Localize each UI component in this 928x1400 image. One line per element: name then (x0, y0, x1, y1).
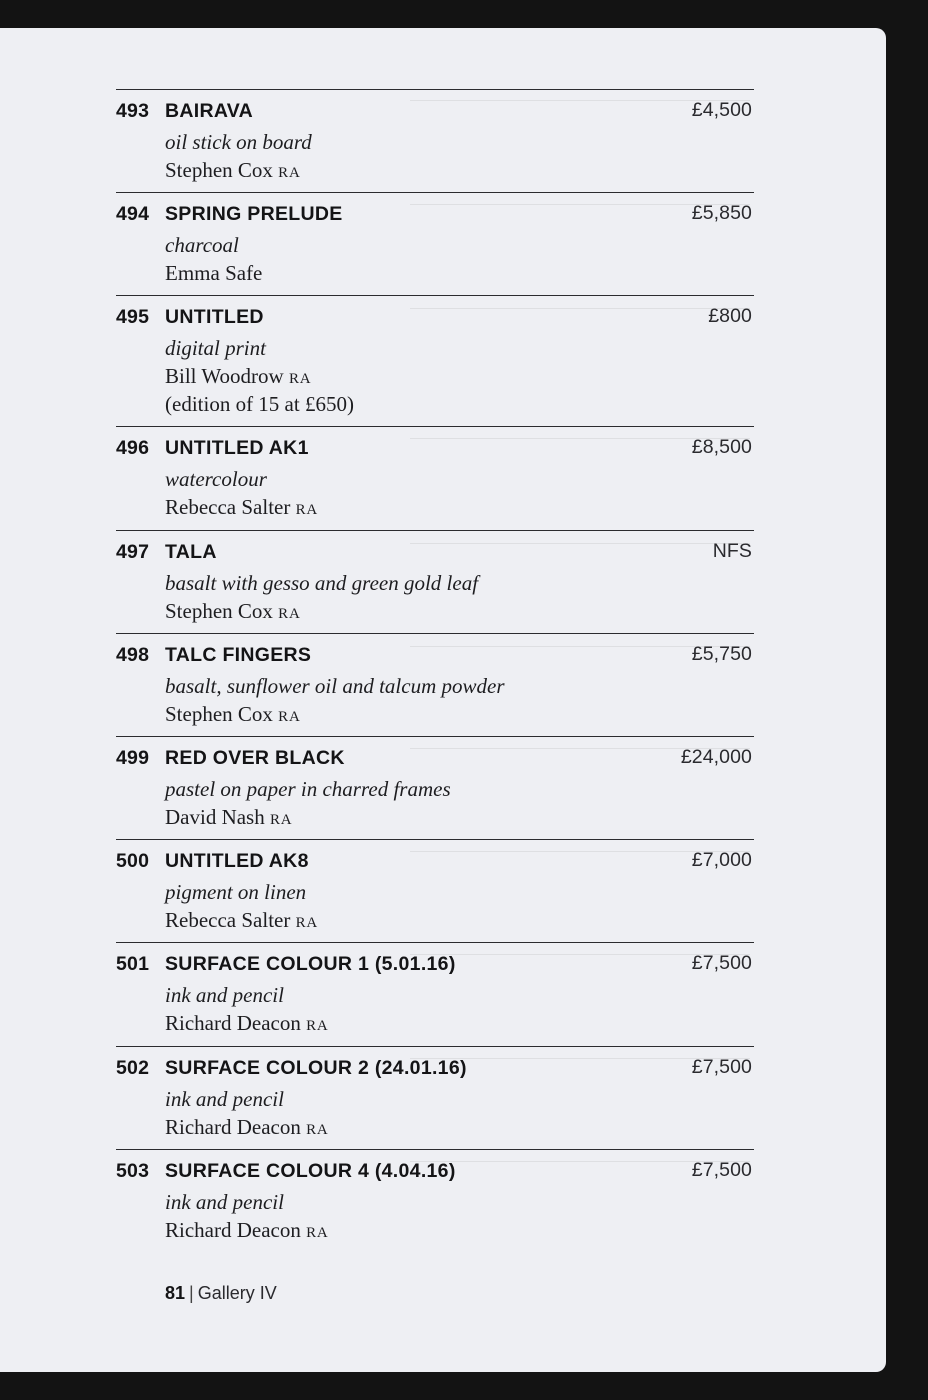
artist-name: Rebecca Salter (165, 908, 291, 932)
catalogue-entry (116, 942, 754, 1047)
entry-artist (165, 599, 301, 624)
entry-artist (165, 702, 301, 727)
catalogue-page (0, 28, 886, 1372)
entry-price: £7,500 (691, 952, 752, 974)
catalogue-entry (116, 1046, 754, 1150)
entry-number: 494 (116, 203, 150, 225)
catalogue-entry (116, 530, 754, 634)
artist-honour: RA (288, 371, 312, 387)
artist-honour: RA (306, 1225, 329, 1241)
entry-title: TALC FINGERS (165, 644, 312, 666)
entry-medium: pigment on linen (165, 880, 307, 904)
entry-medium: digital print (165, 336, 266, 360)
entry-number: 500 (116, 850, 150, 872)
artist-name: Emma Safe (165, 261, 263, 285)
entry-number: 499 (116, 747, 150, 769)
entry-title: RED OVER BLACK (165, 747, 345, 769)
entry-medium: charcoal (165, 233, 239, 257)
entry-medium: ink and pencil (165, 1087, 284, 1111)
artist-honour: RA (295, 915, 319, 931)
artist-honour: RA (278, 165, 301, 181)
entry-medium: ink and pencil (165, 1190, 284, 1214)
entry-title: SURFACE COLOUR 1 (5.01.16) (165, 953, 456, 975)
artist-name: Stephen Cox (165, 702, 273, 726)
entry-number: 502 (116, 1057, 150, 1079)
entry-artist (165, 908, 318, 933)
entry-artist (165, 158, 301, 183)
entry-number: 495 (116, 306, 150, 328)
entry-artist (165, 364, 311, 389)
catalogue-entry (116, 295, 754, 427)
entry-medium: basalt, sunflower oil and talcum powder (165, 674, 505, 698)
entry-medium: ink and pencil (165, 983, 284, 1007)
catalogue-entry (116, 192, 754, 296)
catalogue-entry (116, 633, 754, 737)
entry-artist (165, 495, 318, 520)
entry-price: £8,500 (691, 436, 752, 458)
artist-name: Stephen Cox (165, 599, 273, 623)
entry-price: £7,000 (691, 849, 752, 871)
artist-name: Stephen Cox (165, 158, 273, 182)
entry-title: UNTITLED (165, 306, 264, 328)
entry-price: £800 (708, 305, 752, 327)
artist-name: Richard Deacon (165, 1011, 301, 1035)
entry-title: BAIRAVA (165, 100, 254, 122)
entry-number: 497 (116, 541, 150, 563)
entry-title: SURFACE COLOUR 4 (4.04.16) (165, 1160, 456, 1182)
entry-number: 496 (116, 437, 150, 459)
entry-price: £5,850 (691, 202, 752, 224)
entry-medium: pastel on paper in charred frames (165, 777, 451, 801)
footer-separator: | (189, 1283, 194, 1303)
entry-price: £7,500 (691, 1159, 752, 1181)
entry-artist (165, 261, 262, 286)
artist-name: Bill Woodrow (165, 364, 284, 388)
catalogue-entry (116, 89, 754, 193)
entry-medium: watercolour (165, 467, 267, 491)
entry-medium: oil stick on board (165, 130, 312, 154)
entry-price: £7,500 (691, 1056, 752, 1078)
entry-price: £4,500 (691, 99, 752, 121)
artist-name: Richard Deacon (165, 1218, 301, 1242)
entry-title: UNTITLED AK8 (165, 850, 309, 872)
entry-edition-note: (edition of 15 at £650) (165, 392, 354, 416)
entry-title: SURFACE COLOUR 2 (24.01.16) (165, 1057, 467, 1079)
entry-artist (165, 1011, 329, 1036)
artist-honour: RA (306, 1122, 329, 1138)
entry-price: £5,750 (691, 643, 752, 665)
entry-price: £24,000 (680, 746, 752, 768)
entry-artist (165, 1218, 329, 1243)
artist-name: David Nash (165, 805, 265, 829)
artist-honour: RA (295, 502, 319, 518)
entry-number: 503 (116, 1160, 150, 1182)
artist-name: Richard Deacon (165, 1115, 301, 1139)
entry-title: TALA (165, 541, 217, 563)
artist-name: Rebecca Salter (165, 495, 291, 519)
artist-honour: RA (306, 1018, 329, 1034)
entry-artist (165, 1115, 329, 1140)
catalogue-entry (116, 1149, 754, 1260)
entry-number: 498 (116, 644, 150, 666)
section-name: Gallery IV (197, 1283, 277, 1303)
page-footer (165, 1283, 277, 1304)
entry-number: 501 (116, 953, 150, 975)
entry-price: NFS (712, 540, 752, 562)
entry-medium: basalt with gesso and green gold leaf (165, 571, 479, 595)
entry-artist (165, 805, 292, 830)
entry-title: UNTITLED AK1 (165, 437, 309, 459)
page-number: 81 (165, 1283, 186, 1303)
artist-honour: RA (269, 812, 293, 828)
catalogue-entry (116, 839, 754, 943)
catalogue-entry (116, 736, 754, 840)
artist-honour: RA (278, 709, 301, 725)
entry-title: SPRING PRELUDE (165, 203, 343, 225)
catalogue-entry (116, 426, 754, 531)
entry-number: 493 (116, 100, 150, 122)
artist-honour: RA (278, 606, 301, 622)
